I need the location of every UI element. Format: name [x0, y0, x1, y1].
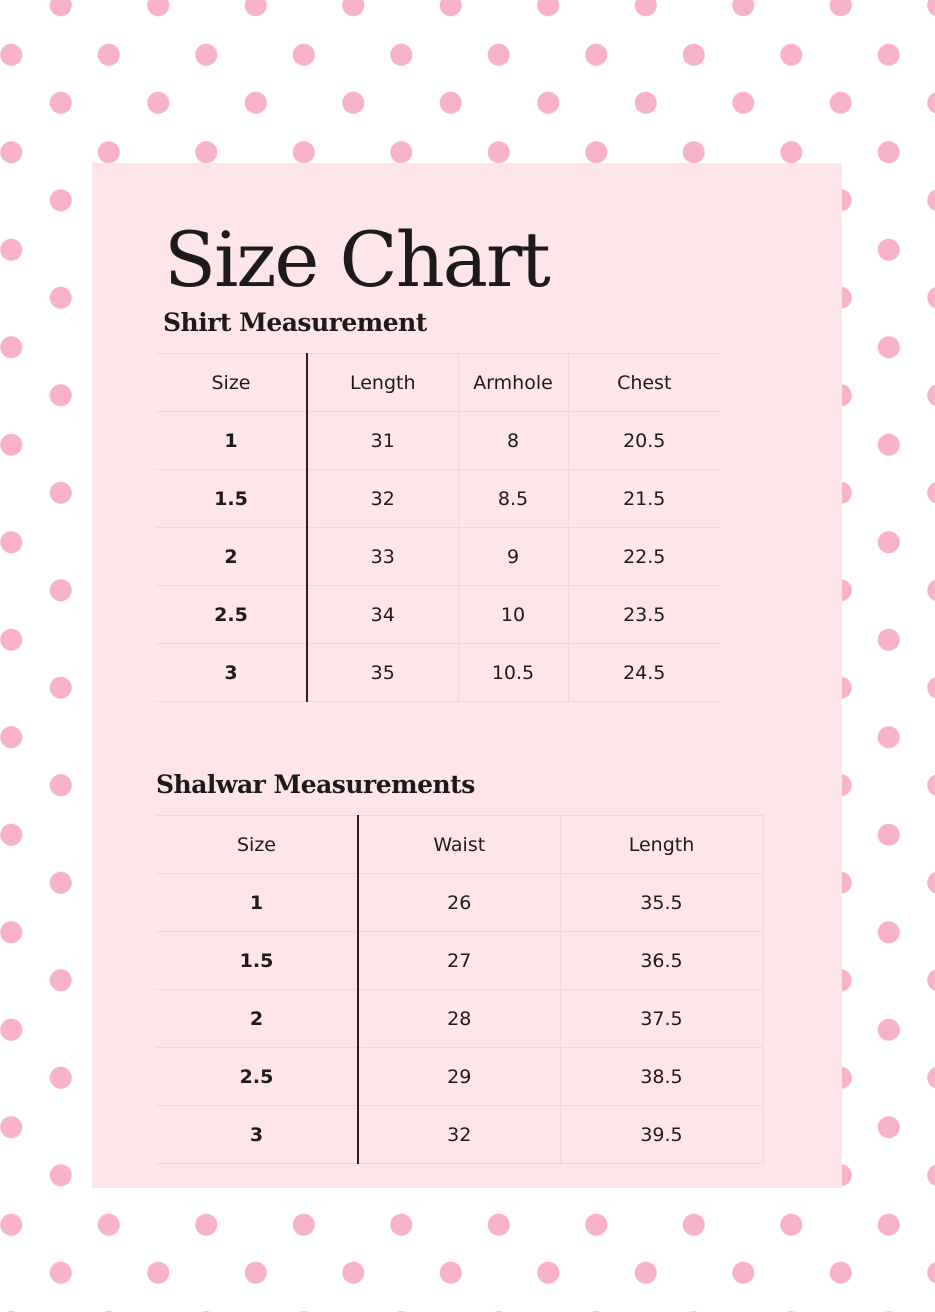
waist-cell: 27	[358, 932, 560, 990]
table-row	[156, 412, 720, 470]
size-cell: 2.5	[156, 586, 307, 644]
column-header-length: Length	[307, 354, 458, 412]
size-cell: 3	[156, 1106, 358, 1164]
armhole-cell: 8.5	[458, 470, 568, 528]
chest-cell: 20.5	[568, 412, 720, 470]
column-header-armhole: Armhole	[458, 354, 568, 412]
column-header-size: Size	[156, 354, 307, 412]
length-cell: 33	[307, 528, 458, 586]
chest-cell: 21.5	[568, 470, 720, 528]
column-header-length: Length	[560, 816, 763, 874]
table-row	[156, 874, 763, 932]
size-cell: 1.5	[156, 932, 358, 990]
length-cell: 35.5	[560, 874, 763, 932]
table-row	[156, 644, 720, 702]
length-cell: 36.5	[560, 932, 763, 990]
armhole-cell: 8	[458, 412, 568, 470]
table-row	[156, 1106, 763, 1164]
waist-cell: 28	[358, 990, 560, 1048]
table-row	[156, 528, 720, 586]
chest-cell: 23.5	[568, 586, 720, 644]
waist-cell: 32	[358, 1106, 560, 1164]
size-cell: 2	[156, 528, 307, 586]
size-cell: 2.5	[156, 1048, 358, 1106]
size-cell: 2	[156, 990, 358, 1048]
size-cell: 3	[156, 644, 307, 702]
size-cell: 1.5	[156, 470, 307, 528]
waist-cell: 29	[358, 1048, 560, 1106]
length-cell: 35	[307, 644, 458, 702]
length-cell: 37.5	[560, 990, 763, 1048]
table-row	[156, 1048, 763, 1106]
table-row	[156, 932, 763, 990]
table-row	[156, 990, 763, 1048]
length-cell: 34	[307, 586, 458, 644]
column-header-chest: Chest	[568, 354, 720, 412]
armhole-cell: 10.5	[458, 644, 568, 702]
size-cell: 1	[156, 412, 307, 470]
chest-cell: 24.5	[568, 644, 720, 702]
armhole-cell: 10	[458, 586, 568, 644]
table-header-row	[156, 816, 763, 874]
column-header-size: Size	[156, 816, 358, 874]
length-cell: 32	[307, 470, 458, 528]
column-header-waist: Waist	[358, 816, 560, 874]
shalwar-measurement-table	[156, 815, 764, 1164]
length-cell: 39.5	[560, 1106, 763, 1164]
length-cell: 31	[307, 412, 458, 470]
table-row	[156, 586, 720, 644]
waist-cell: 26	[358, 874, 560, 932]
shalwar-section-heading: Shalwar Measurements	[156, 770, 475, 799]
length-cell: 38.5	[560, 1048, 763, 1106]
chest-cell: 22.5	[568, 528, 720, 586]
page-title: Size Chart	[164, 215, 549, 304]
shirt-section-heading: Shirt Measurement	[163, 308, 427, 337]
table-row	[156, 470, 720, 528]
armhole-cell: 9	[458, 528, 568, 586]
shirt-measurement-table	[156, 353, 720, 702]
size-cell: 1	[156, 874, 358, 932]
table-header-row	[156, 354, 720, 412]
